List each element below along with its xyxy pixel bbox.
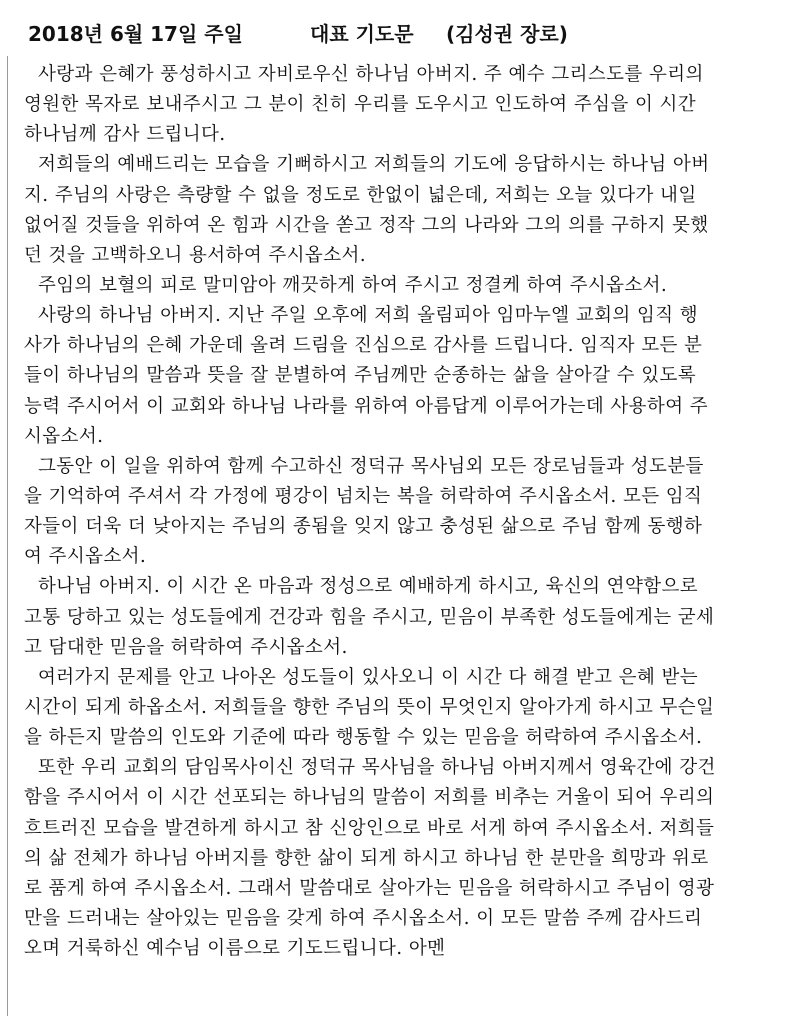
paragraph bbox=[24, 753, 766, 964]
text-line: 사랑의 하나님 아버지. 지난 주일 오후에 저희 올림피아 임마누엘 교회의 임직 행 bbox=[38, 305, 699, 327]
text-line: 시간이 되게 하옵소서. 저희들을 향한 주님의 뜻이 무엇인지 알아가게 하시고 무슨일 bbox=[24, 696, 715, 718]
header-title: 대표 기도문 bbox=[310, 22, 414, 46]
header-author: (김성권 장로) bbox=[446, 22, 568, 46]
text-line: 흐트러진 모습을 발견하게 하시고 참 신앙인으로 바로 서게 하여 주시옵소서. 저희들 bbox=[24, 817, 715, 839]
text-line: 주임의 보혈의 피로 말미암아 깨끗하게 하여 주시고 정결케 하여 주시옵소서. bbox=[38, 274, 668, 296]
text-line: 지. 주님의 사랑은 측량할 수 없을 정도로 한없이 넓은데, 저희는 오늘 있다가 내일 bbox=[24, 184, 697, 206]
text-line: 로 품게 하여 주시옵소서. 그래서 말씀대로 살아가는 믿음을 허락하시고 주님이 영광 bbox=[24, 877, 715, 899]
text-line: 하나님 아버지. 이 시간 온 마음과 정성으로 예배하게 하시고, 육신의 연약함으로 bbox=[38, 576, 699, 598]
text-line: 그동안 이 일을 위하여 함께 수고하신 정덕규 목사님외 모든 장로님들과 성도분들 bbox=[38, 455, 704, 477]
text-line: 의 삶 전체가 하나님 아버지를 향한 삶이 되게 하시고 하나님 한 분만을 희망과 위로 bbox=[24, 847, 709, 869]
header-date: 2018년 6월 17일 주일 bbox=[28, 22, 243, 46]
text-line: 자들이 더욱 더 낮아지는 주님의 종됨을 잊지 않고 충성된 삶으로 주님 함께 동행하 bbox=[24, 516, 703, 538]
paragraph bbox=[24, 301, 766, 452]
text-line: 고 담대한 믿음을 허락하여 주시옵소서. bbox=[24, 636, 348, 658]
text-line: 여러가지 문제를 안고 나아온 성도들이 있사오니 이 시간 다 해결 받고 은혜 받는 bbox=[38, 666, 699, 688]
text-line: 던 것을 고백하오니 용서하여 주시옵소서. bbox=[24, 244, 367, 266]
paragraph bbox=[24, 271, 766, 301]
left-margin-rule bbox=[7, 56, 8, 1016]
text-line: 을 하든지 말씀의 인도와 기준에 따라 행동할 수 있는 믿음을 허락하여 주시옵소서. bbox=[24, 727, 703, 749]
text-line: 을 기억하여 주셔서 각 가정에 평강이 넘치는 복을 허락하여 주시옵소서. 모든 임직 bbox=[24, 485, 703, 507]
paragraph bbox=[24, 150, 766, 271]
text-line: 저희들의 예배드리는 모습을 기뻐하시고 저희들의 기도에 응답하시는 하나님 아버 bbox=[38, 154, 710, 176]
text-line: 사가 하나님의 은혜 가운데 올려 드림을 진심으로 감사를 드립니다. 임직자 모든 분 bbox=[24, 335, 703, 357]
text-line: 고통 당하고 있는 성도들에게 건강과 힘을 주시고, 믿음이 부족한 성도들에게는 굳세 bbox=[24, 606, 715, 628]
text-line: 사랑과 은혜가 풍성하시고 자비로우신 하나님 아버지. 주 예수 그리스도를 우리의 bbox=[38, 64, 704, 85]
text-line: 영원한 목자로 보내주시고 그 분이 친히 우리를 도우시고 인도하여 주심을 이 시간 bbox=[24, 94, 697, 116]
paragraph bbox=[24, 663, 766, 753]
paragraph bbox=[24, 60, 766, 150]
text-line: 또한 우리 교회의 담임목사이신 정덕규 목사님을 하나님 아버지께서 영육간에 강건 bbox=[38, 757, 716, 779]
text-line: 만을 드러내는 살아있는 믿음을 갖게 하여 주시옵소서. 이 모든 말씀 주께 감사드리 bbox=[24, 907, 703, 929]
text-line: 능력 주시어서 이 교회와 하나님 나라를 위하여 아름답게 이루어가는데 사용하여 주 bbox=[24, 395, 709, 417]
document-header bbox=[28, 16, 768, 52]
paragraph bbox=[24, 452, 766, 573]
text-line: 없어질 것들을 위하여 온 힘과 시간을 쏟고 정작 그의 나라와 그의 의를 구하지 못했 bbox=[24, 214, 709, 236]
prayer-body bbox=[24, 60, 766, 964]
text-line: 하나님께 감사 드립니다. bbox=[24, 124, 226, 146]
paragraph bbox=[24, 572, 766, 662]
text-line: 시옵소서. bbox=[24, 425, 104, 447]
text-line: 오며 거룩하신 예수님 이름으로 기도드립니다. 아멘 bbox=[24, 938, 446, 960]
text-line: 여 주시옵소서. bbox=[24, 546, 147, 568]
text-line: 들이 하나님의 말씀과 뜻을 잘 분별하여 주님께만 순종하는 삶을 살아갈 수 있도록 bbox=[24, 365, 697, 387]
text-line: 함을 주시어서 이 시간 선포되는 하나님의 말씀이 저희를 비추는 거울이 되어 우리의 bbox=[24, 787, 715, 809]
